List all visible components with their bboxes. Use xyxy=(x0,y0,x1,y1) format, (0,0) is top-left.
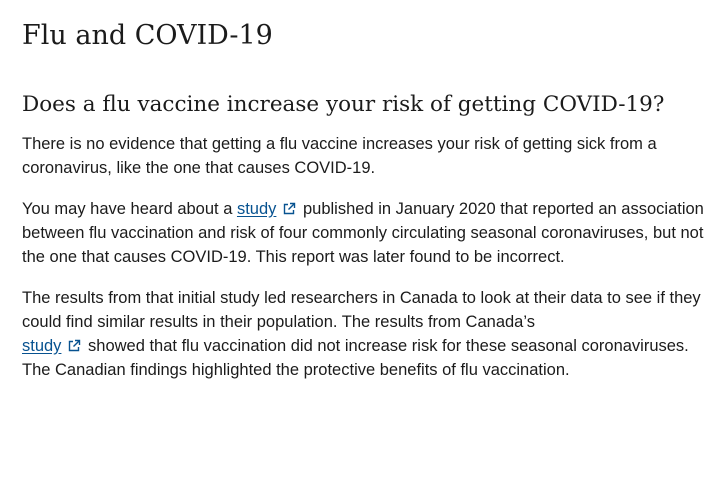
external-link-icon[interactable] xyxy=(282,202,296,216)
paragraph-text: You may have heard about a xyxy=(22,200,237,218)
paragraph-canada-study xyxy=(22,286,712,382)
page-title: Flu and COVID-19 xyxy=(22,20,273,51)
paragraph-text: There is no evidence that getting a flu vaccine increases your risk of getting sick from a coronavirus, like the one that causes COVID-19. xyxy=(22,135,657,177)
paragraph-january-study xyxy=(22,197,712,269)
paragraph-text: The results from that initial study led researchers in Canada to look at their data to see if they could find similar results in their population. The results from Canada’s xyxy=(22,289,701,331)
article xyxy=(22,0,712,382)
section-heading: Does a flu vaccine increase your risk of getting COVID-19? xyxy=(22,92,665,117)
study-link-2020[interactable]: study xyxy=(236,200,277,218)
paragraph-text: showed that flu vaccination did not increase risk for these seasonal coronaviruses. The Canadian findings highlighted the protective benefits of flu vaccination. xyxy=(22,337,689,379)
paragraph-no-evidence xyxy=(22,132,712,180)
external-link-icon[interactable] xyxy=(67,339,81,353)
paragraph-text: published in January 2020 that reported an association between flu vaccination and risk of four commonly circulating seasonal coronaviruses, but not the one that causes COVID-19. This report was later found to be incorrect. xyxy=(22,200,704,266)
study-link-canada[interactable]: study xyxy=(22,337,62,355)
